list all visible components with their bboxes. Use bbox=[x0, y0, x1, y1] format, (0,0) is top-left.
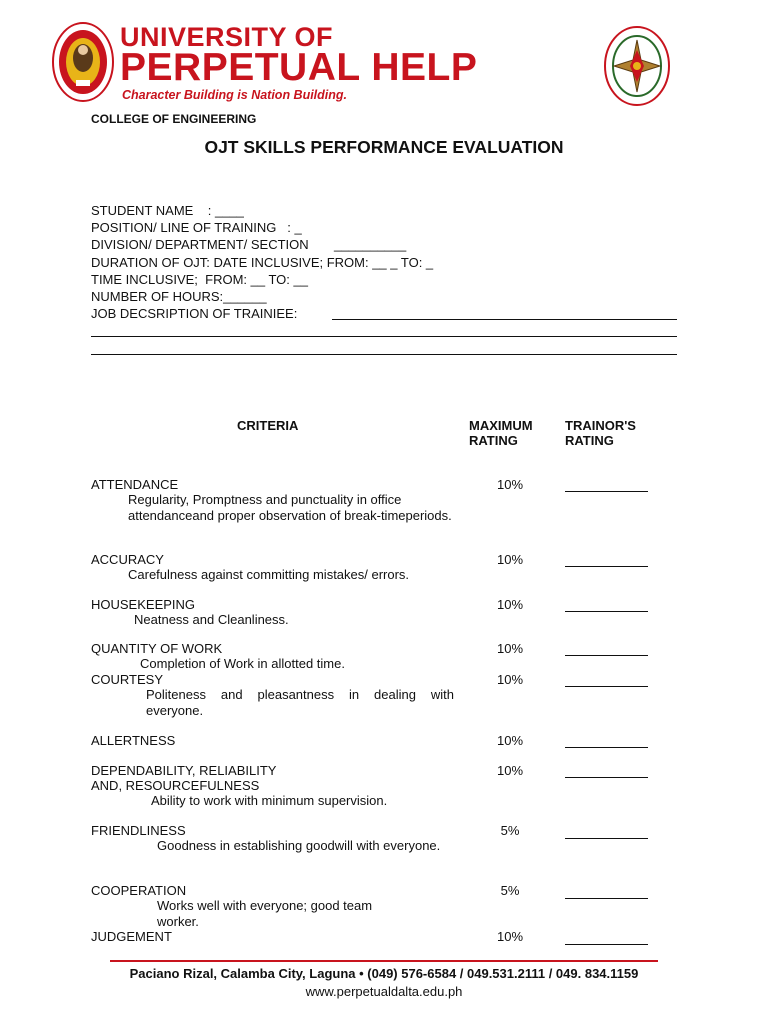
trainor-rating-blank[interactable] bbox=[565, 566, 648, 567]
trainor-rating-blank[interactable] bbox=[565, 777, 648, 778]
criterion-name: FRIENDLINESS bbox=[91, 823, 186, 838]
criterion-max-rating: 10% bbox=[496, 929, 524, 944]
job-description-label: JOB DECSRIPTION OF TRAINIEE: bbox=[91, 306, 298, 321]
criterion-name: COURTESY bbox=[91, 672, 163, 687]
job-description-blank-line bbox=[91, 354, 677, 355]
trainor-rating-header-line2: RATING bbox=[565, 433, 614, 448]
trainor-rating-blank[interactable] bbox=[565, 838, 648, 839]
criterion-max-rating: 10% bbox=[496, 641, 524, 656]
criterion-name: COOPERATION bbox=[91, 883, 187, 898]
criterion-name: JUDGEMENT bbox=[91, 929, 172, 944]
criterion-max-rating: 5% bbox=[500, 883, 520, 898]
time-inclusive-field: TIME INCLUSIVE; FROM: __ TO: __ bbox=[91, 272, 308, 287]
criterion-max-rating: 5% bbox=[500, 823, 520, 838]
max-rating-header-line2: RATING bbox=[469, 433, 518, 448]
trainor-rating-blank[interactable] bbox=[565, 491, 648, 492]
university-tagline: Character Building is Nation Building. bbox=[122, 88, 348, 102]
job-description-blank bbox=[332, 319, 677, 320]
trainor-rating-blank[interactable] bbox=[565, 747, 648, 748]
criterion-description: Goodness in establishing goodwill with everyone. bbox=[157, 838, 441, 853]
footer-divider bbox=[110, 960, 658, 962]
max-rating-header-line1: MAXIMUM bbox=[469, 418, 533, 433]
duration-field: DURATION OF OJT: DATE INCLUSIVE; FROM: __ _ TO: _ bbox=[91, 255, 434, 270]
criterion-name: ATTENDANCE bbox=[91, 477, 179, 492]
criterion-description-line2: worker. bbox=[157, 914, 199, 929]
criteria-header: CRITERIA bbox=[237, 418, 299, 433]
form-title: OJT SKILLS PERFORMANCE EVALUATION bbox=[204, 137, 564, 157]
criterion-max-rating: 10% bbox=[496, 597, 524, 612]
criterion-description: Regularity, Promptness and punctuality in office attendanceand proper observation of break-timeperiods. bbox=[128, 492, 452, 523]
criterion-name: DEPENDABILITY, RELIABILITY bbox=[91, 763, 277, 778]
max-rating-header bbox=[469, 418, 533, 448]
criterion-name: ACCURACY bbox=[91, 552, 164, 567]
university-seal-logo bbox=[52, 22, 114, 102]
criterion-max-rating: 10% bbox=[496, 672, 524, 687]
position-field: POSITION/ LINE OF TRAINING : _ bbox=[91, 220, 302, 235]
footer-website: www.perpetualdalta.edu.ph bbox=[305, 984, 463, 999]
trainor-rating-blank[interactable] bbox=[565, 898, 648, 899]
criterion-description: Carefulness against committing mistakes/ errors. bbox=[128, 567, 410, 582]
trainor-rating-blank[interactable] bbox=[565, 944, 648, 945]
university-name-line1: UNIVERSITY OF bbox=[120, 22, 334, 52]
criterion-max-rating: 10% bbox=[496, 763, 524, 778]
trainor-rating-blank[interactable] bbox=[565, 611, 648, 612]
criterion-name: HOUSEKEEPING bbox=[91, 597, 196, 612]
criterion-max-rating: 10% bbox=[496, 477, 524, 492]
university-name-line2: PERPETUAL HELP bbox=[120, 46, 478, 89]
criterion-description: Politeness and pleasantness in dealing with everyone. bbox=[146, 687, 454, 718]
criterion-description: Neatness and Cleanliness. bbox=[134, 612, 289, 627]
criterion-max-rating: 10% bbox=[496, 552, 524, 567]
trainor-rating-blank[interactable] bbox=[565, 655, 648, 656]
criterion-description: Ability to work with minimum supervision. bbox=[151, 793, 388, 808]
number-of-hours-field: NUMBER OF HOURS:______ bbox=[91, 289, 267, 304]
criterion-description-line1: Works well with everyone; good team bbox=[157, 898, 373, 913]
criterion-max-rating: 10% bbox=[496, 733, 524, 748]
trainor-rating-header-line1: TRAINOR'S bbox=[565, 418, 636, 433]
student-name-field: STUDENT NAME : ____ bbox=[91, 203, 244, 218]
trainor-rating-header bbox=[565, 418, 636, 448]
college-seal-logo bbox=[604, 26, 670, 106]
college-name: COLLEGE OF ENGINEERING bbox=[91, 112, 257, 126]
footer-address: Paciano Rizal, Calamba City, Laguna • (049) 576-6584 / 049.531.2111 / 049. 834.1159 bbox=[129, 966, 639, 981]
criterion-name-line2: AND, RESOURCEFULNESS bbox=[91, 778, 260, 793]
job-description-blank-line bbox=[91, 336, 677, 337]
criterion-description: Completion of Work in allotted time. bbox=[140, 656, 345, 671]
trainor-rating-blank[interactable] bbox=[565, 686, 648, 687]
division-field: DIVISION/ DEPARTMENT/ SECTION __________ bbox=[91, 237, 407, 252]
criterion-name: QUANTITY OF WORK bbox=[91, 641, 223, 656]
criterion-name: ALLERTNESS bbox=[91, 733, 176, 748]
